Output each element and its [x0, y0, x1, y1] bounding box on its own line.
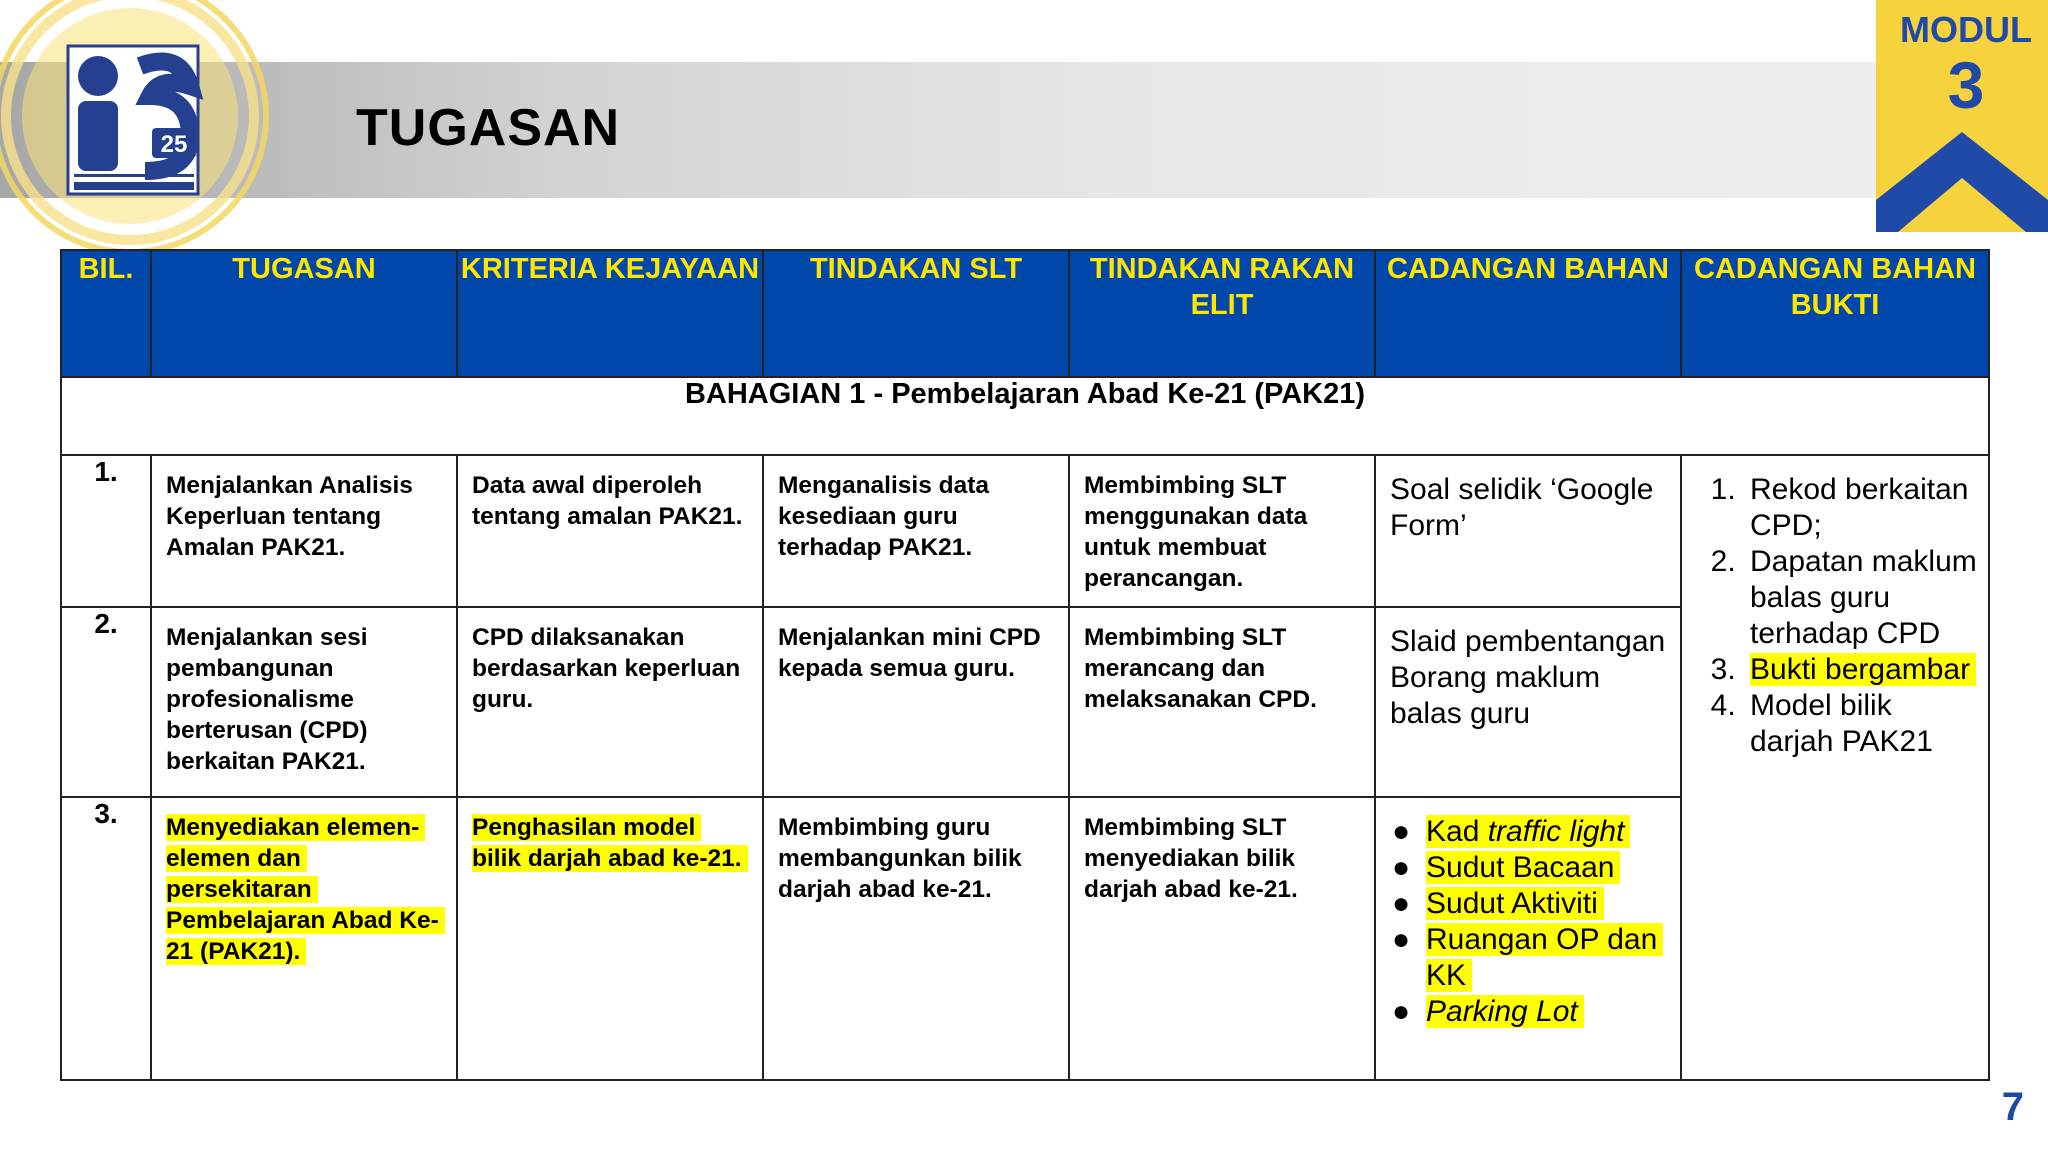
header-tindakan-rakan: TINDAKAN RAKAN ELIT: [1069, 250, 1375, 377]
bullet-icon: ●: [1392, 851, 1411, 884]
bullet-icon: ●: [1392, 887, 1411, 920]
cell-bahan-bukti: [1681, 455, 1989, 1080]
cell-tindakan-rakan: Membimbing SLT menggunakan data untuk membuat perancangan.: [1084, 472, 1308, 592]
header-cadangan-bahan: CADANGAN BAHAN: [1375, 250, 1681, 377]
highlighted-text: Bukti bergambar: [1750, 653, 1976, 686]
list-item: 2. Dapatan maklum balas guru terhadap CPD: [1744, 544, 1978, 652]
list-item: ● Ruangan OP dan KK: [1426, 922, 1672, 994]
page-number: 7: [2001, 1085, 2024, 1129]
bullet-icon: ●: [1392, 815, 1411, 848]
cell-cadangan-bahan: Soal selidik ‘Google Form’: [1390, 473, 1654, 542]
list-item: ● Sudut Bacaan: [1426, 850, 1672, 886]
header-bahan-bukti: CADANGAN BAHAN BUKTI: [1681, 250, 1989, 377]
cell-cadangan-bahan: Slaid pembentangan Borang maklum balas guru: [1390, 625, 1666, 730]
header-tugasan: TUGASAN: [151, 250, 457, 377]
cell-tugasan: [152, 798, 456, 967]
bullet-icon: ●: [1392, 995, 1411, 1028]
module-badge: [1876, 0, 2048, 232]
row-number: 2.: [61, 607, 151, 797]
cell-tugasan: Menjalankan sesi pembangunan profesionalisme berterusan (CPD) berkaitan PAK21.: [166, 624, 368, 775]
task-table: [60, 249, 1990, 1081]
row-number: 3.: [61, 797, 151, 1080]
table-row: [61, 455, 1989, 607]
header-bil: BIL.: [61, 250, 151, 377]
svg-text:25: 25: [160, 131, 188, 158]
header-kriteria: KRITERIA KEJAYAAN: [457, 250, 763, 377]
section-title: BAHAGIAN 1 - Pembelajaran Abad Ke-21 (PAK21): [61, 377, 1989, 455]
row-number: 1.: [61, 455, 151, 607]
cell-tindakan-rakan: Membimbing SLT menyediakan bilik darjah abad ke-21.: [1084, 814, 1298, 903]
svg-text:3: 3: [1947, 48, 1985, 122]
list-item: [1744, 652, 1978, 688]
list-item: ● Sudut Aktiviti: [1426, 886, 1672, 922]
list-item: 4. Model bilik darjah PAK21: [1744, 688, 1978, 760]
header-tindakan-slt: TINDAKAN SLT: [763, 250, 1069, 377]
highlighted-text: Penghasilan model bilik darjah abad ke-21.: [472, 814, 748, 872]
section-row: [61, 377, 1989, 455]
material-list: [1376, 798, 1680, 1030]
cell-cadangan-bahan: [1375, 797, 1681, 1080]
cell-tugasan: Menjalankan Analisis Keperluan tentang Amalan PAK21.: [166, 472, 413, 561]
svg-text:MODUL: MODUL: [1900, 9, 2032, 50]
list-item: ● Parking Lot: [1426, 994, 1672, 1030]
bullet-icon: ●: [1392, 923, 1411, 956]
evidence-list: [1682, 456, 1988, 760]
highlighted-text: Menyediakan elemen-elemen dan persekitaran Pembelajaran Abad Ke-21 (PAK21).: [166, 814, 445, 965]
list-item: ● Kad traffic light: [1426, 814, 1672, 850]
program-logo: [0, 0, 290, 276]
page-title: TUGASAN: [356, 99, 621, 157]
table-header-row: [61, 250, 1989, 377]
cell-tindakan-slt: Menganalisis data kesediaan guru terhadap PAK21.: [778, 472, 990, 561]
cell-tindakan-slt: Menjalankan mini CPD kepada semua guru.: [778, 624, 1041, 682]
cell-kriteria: [458, 798, 762, 874]
cell-tindakan-slt: Membimbing guru membangunkan bilik darjah abad ke-21.: [778, 814, 1022, 903]
cell-tindakan-rakan: Membimbing SLT merancang dan melaksanakan CPD.: [1084, 624, 1317, 713]
cell-kriteria: CPD dilaksanakan berdasarkan keperluan guru.: [472, 624, 741, 713]
list-item: 1. Rekod berkaitan CPD;: [1744, 472, 1978, 544]
cell-kriteria: Data awal diperoleh tentang amalan PAK21.: [472, 472, 743, 530]
